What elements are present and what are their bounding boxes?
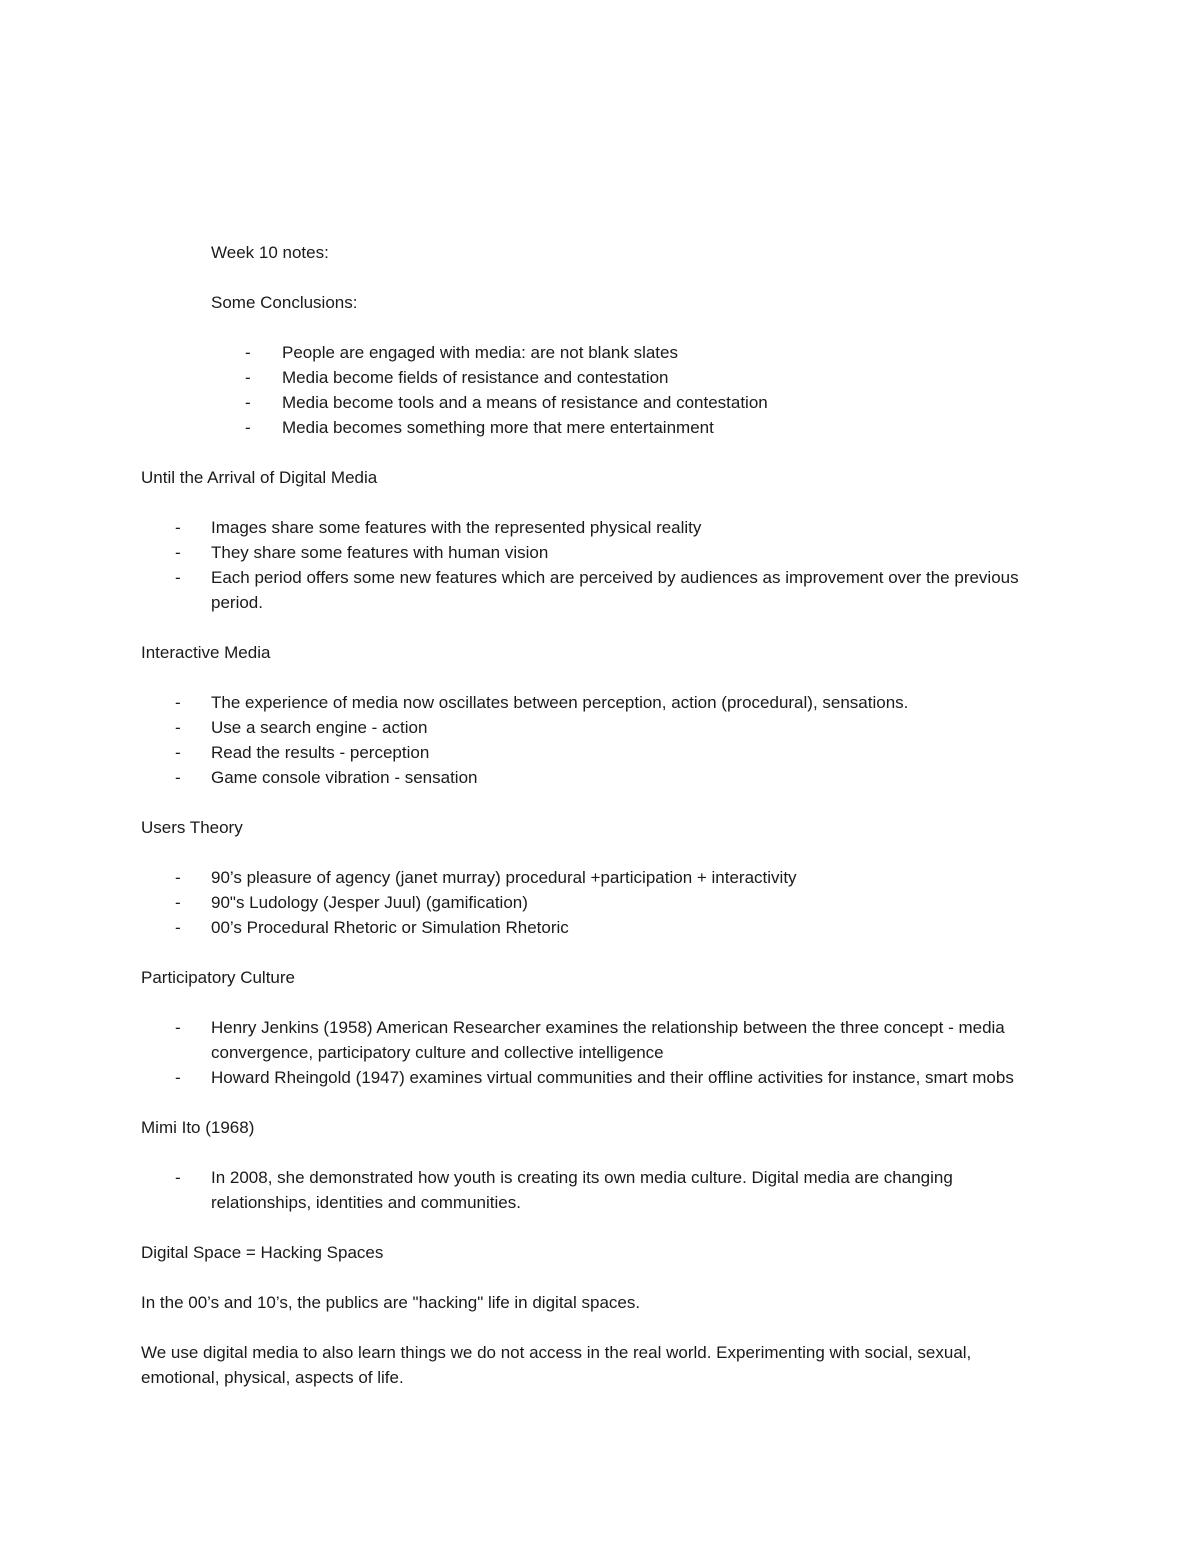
list-bullet: - [175, 1068, 181, 1087]
list-item: Media become tools and a means of resistance and contestation [282, 393, 768, 412]
list-item: Each period offers some new features which are perceived by audiences as improvement over the previous [211, 568, 1019, 587]
list-bullet: - [175, 543, 181, 562]
list-item: Read the results - perception [211, 743, 430, 762]
list-item: 90’s pleasure of agency (janet murray) procedural +participation + interactivity [211, 868, 797, 887]
list-bullet: - [175, 1018, 181, 1037]
list-item: The experience of media now oscillates between perception, action (procedural), sensations. [211, 693, 909, 712]
list-bullet: - [175, 743, 181, 762]
section-heading-hacking: Digital Space = Hacking Spaces [141, 1243, 384, 1262]
section-heading-interactive: Interactive Media [141, 643, 271, 662]
paragraph-learning-continuation: emotional, physical, aspects of life. [141, 1368, 404, 1387]
list-item-continuation: convergence, participatory culture and collective intelligence [211, 1043, 664, 1062]
section-heading-mimi-ito: Mimi Ito (1968) [141, 1118, 255, 1137]
paragraph-learning: We use digital media to also learn things we do not access in the real world. Experimenting with social, sexual, [141, 1343, 972, 1362]
list-bullet: - [175, 1168, 181, 1187]
list-bullet: - [245, 368, 251, 387]
list-bullet: - [175, 518, 181, 537]
list-bullet: - [175, 868, 181, 887]
list-item: Images share some features with the represented physical reality [211, 518, 702, 537]
list-item: Henry Jenkins (1958) American Researcher examines the relationship between the three concept - media [211, 1018, 1005, 1037]
list-item-continuation: period. [211, 593, 263, 612]
list-bullet: - [245, 418, 251, 437]
list-bullet: - [175, 568, 181, 587]
list-bullet: - [175, 768, 181, 787]
section-heading-conclusions: Some Conclusions: [211, 293, 358, 312]
page-title: Week 10 notes: [211, 243, 329, 262]
list-item: Media become fields of resistance and contestation [282, 368, 669, 387]
section-heading-users-theory: Users Theory [141, 818, 243, 837]
list-bullet: - [175, 718, 181, 737]
list-bullet: - [245, 343, 251, 362]
list-bullet: - [175, 893, 181, 912]
paragraph-hacking-life: In the 00’s and 10’s, the publics are "hacking" life in digital spaces. [141, 1293, 641, 1312]
section-heading-participatory: Participatory Culture [141, 968, 296, 987]
list-item: Howard Rheingold (1947) examines virtual communities and their offline activities for instance, smart mobs [211, 1068, 1014, 1087]
list-item: Use a search engine - action [211, 718, 428, 737]
list-item: Game console vibration - sensation [211, 768, 478, 787]
list-bullet: - [175, 693, 181, 712]
section-heading-digital-arrival: Until the Arrival of Digital Media [141, 468, 378, 487]
list-item-continuation: relationships, identities and communities. [211, 1193, 521, 1212]
list-item: They share some features with human vision [211, 543, 549, 562]
list-item: People are engaged with media: are not blank slates [282, 343, 678, 362]
list-bullet: - [175, 918, 181, 937]
list-item: In 2008, she demonstrated how youth is creating its own media culture. Digital media are changing [211, 1168, 953, 1187]
list-item: Media becomes something more that mere entertainment [282, 418, 714, 437]
list-bullet: - [245, 393, 251, 412]
list-item: 00’s Procedural Rhetoric or Simulation Rhetoric [211, 918, 569, 937]
list-item: 90"s Ludology (Jesper Juul) (gamification) [211, 893, 528, 912]
